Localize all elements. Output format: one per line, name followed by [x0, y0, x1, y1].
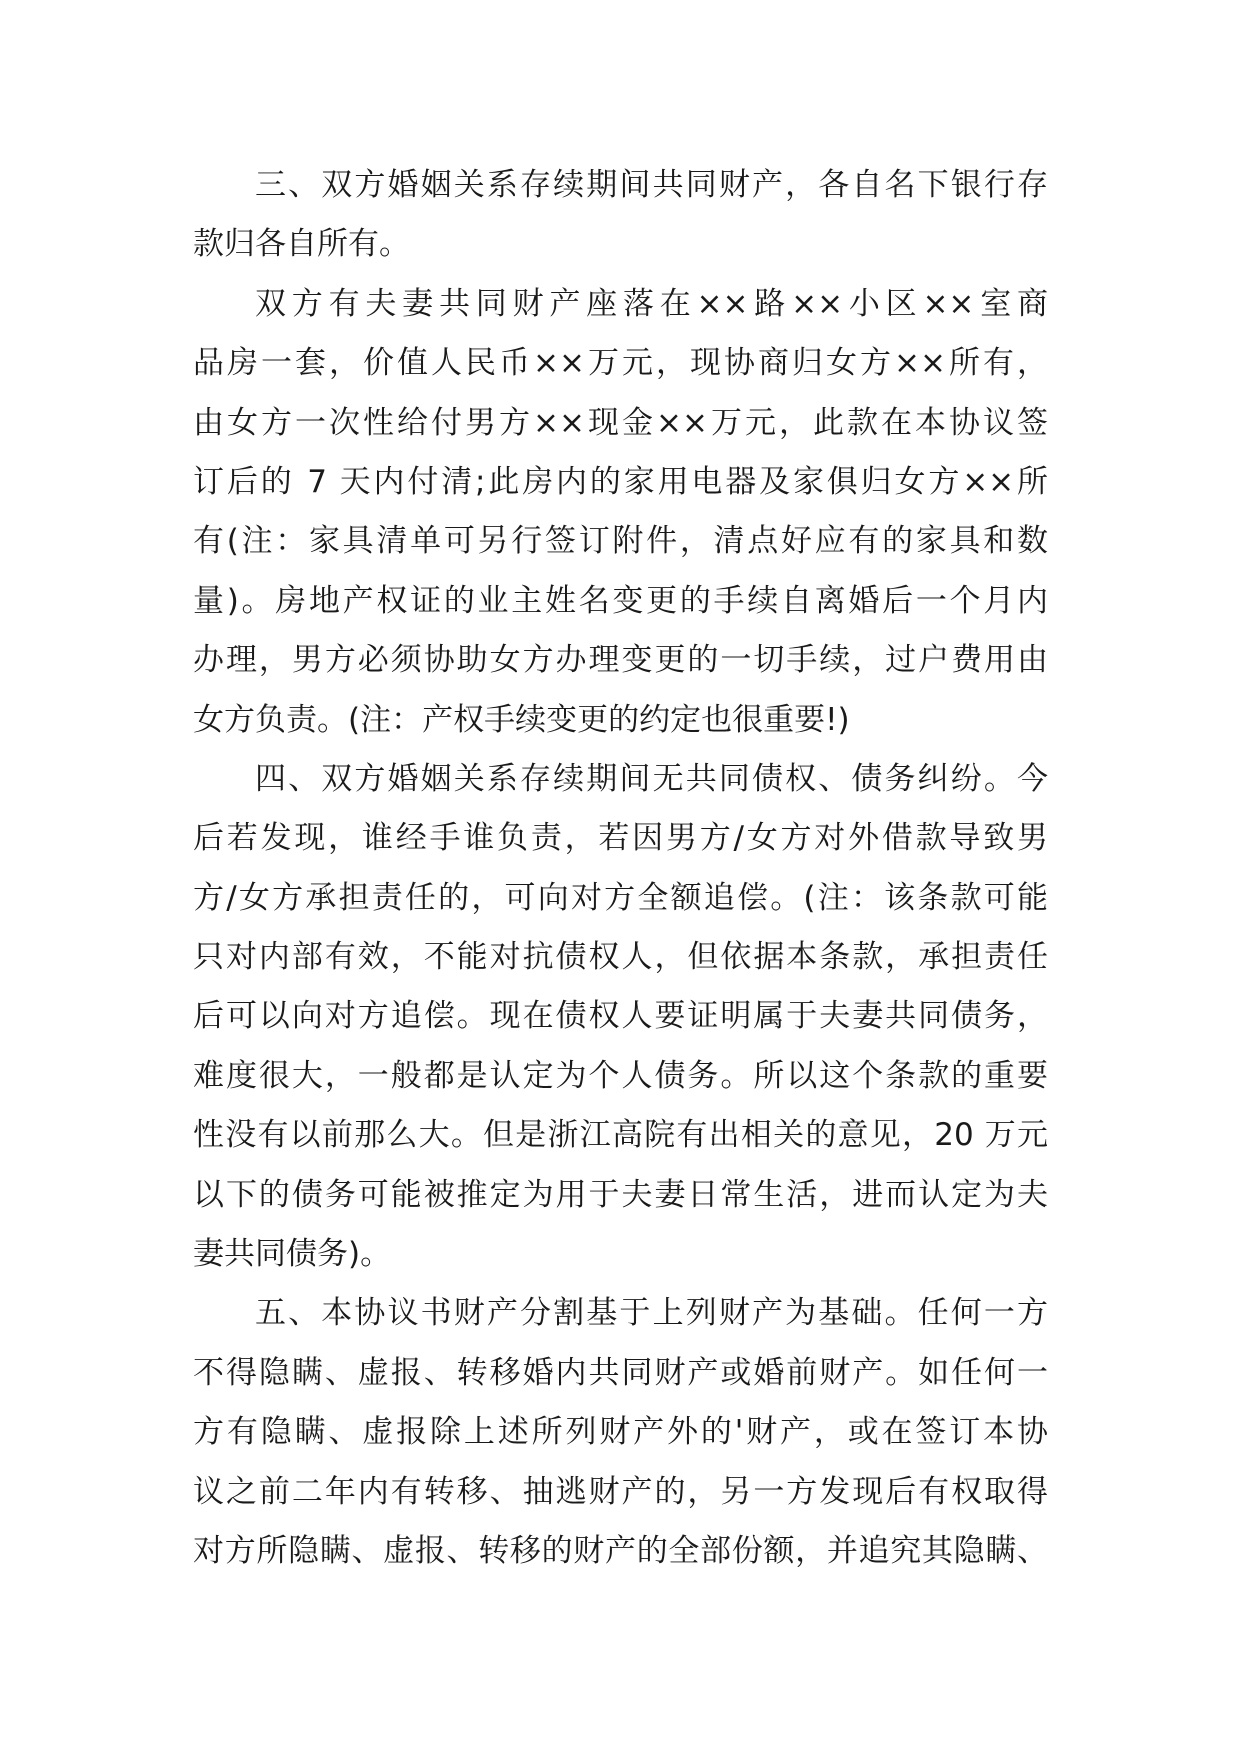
text-line: 以下的债务可能被推定为用于夫妻日常生活，进而认定为夫 — [193, 1176, 1048, 1213]
text-line: 议之前二年内有转移、抽逃财产的，另一方发现后有权取得 — [193, 1473, 1048, 1510]
text-line: 妻共同债务)。 — [193, 1236, 392, 1273]
text-line: 款归各自所有。 — [193, 226, 410, 263]
text-line: 订后的 7 天内付清;此房内的家用电器及家俱归女方××所 — [193, 463, 1048, 500]
text-line: 品房一套，价值人民币××万元，现协商归女方××所有， — [193, 345, 1048, 382]
text-line: 性没有以前那么大。但是浙江高院有出相关的意见，20 万元 — [193, 1117, 1048, 1154]
text-line: 三、双方婚姻关系存续期间共同财产，各自名下银行存 — [255, 167, 1048, 203]
text-line: 后可以向对方追偿。现在债权人要证明属于夫妻共同债务， — [193, 998, 1048, 1035]
text-line: 后若发现，谁经手谁负责，若因男方/女方对外借款导致男 — [193, 820, 1048, 857]
text-line: 办理，男方必须协助女方办理变更的一切手续，过户费用由 — [193, 642, 1048, 679]
text-line: 由女方一次性给付男方××现金××万元，此款在本协议签 — [193, 404, 1048, 441]
text-line: 双方有夫妻共同财产座落在××路××小区××室商 — [255, 285, 1048, 322]
text-line: 不得隐瞒、虚报、转移婚内共同财产或婚前财产。如任何一 — [193, 1354, 1048, 1391]
document-body — [193, 156, 1048, 1581]
text-line: 量)。房地产权证的业主姓名变更的手续自离婚后一个月内 — [193, 582, 1048, 619]
text-line: 只对内部有效，不能对抗债权人，但依据本条款，承担责任 — [193, 939, 1048, 976]
text-line: 对方所隐瞒、虚报、转移的财产的全部份额，并追究其隐瞒、 — [193, 1532, 1048, 1569]
text-line: 四、双方婚姻关系存续期间无共同债权、债务纠纷。今 — [255, 760, 1048, 797]
text-line: 女方负责。(注：产权手续变更的约定也很重要!) — [193, 701, 850, 738]
text-line: 方有隐瞒、虚报除上述所列财产外的'财产，或在签订本协 — [193, 1414, 1048, 1451]
text-line: 难度很大，一般都是认定为个人债务。所以这个条款的重要 — [193, 1057, 1048, 1094]
text-line: 方/女方承担责任的，可向对方全额追偿。(注：该条款可能 — [193, 879, 1048, 916]
text-line: 五、本协议书财产分割基于上列财产为基础。任何一方 — [255, 1295, 1048, 1332]
text-line: 有(注：家具清单可另行签订附件，清点好应有的家具和数 — [193, 523, 1048, 560]
